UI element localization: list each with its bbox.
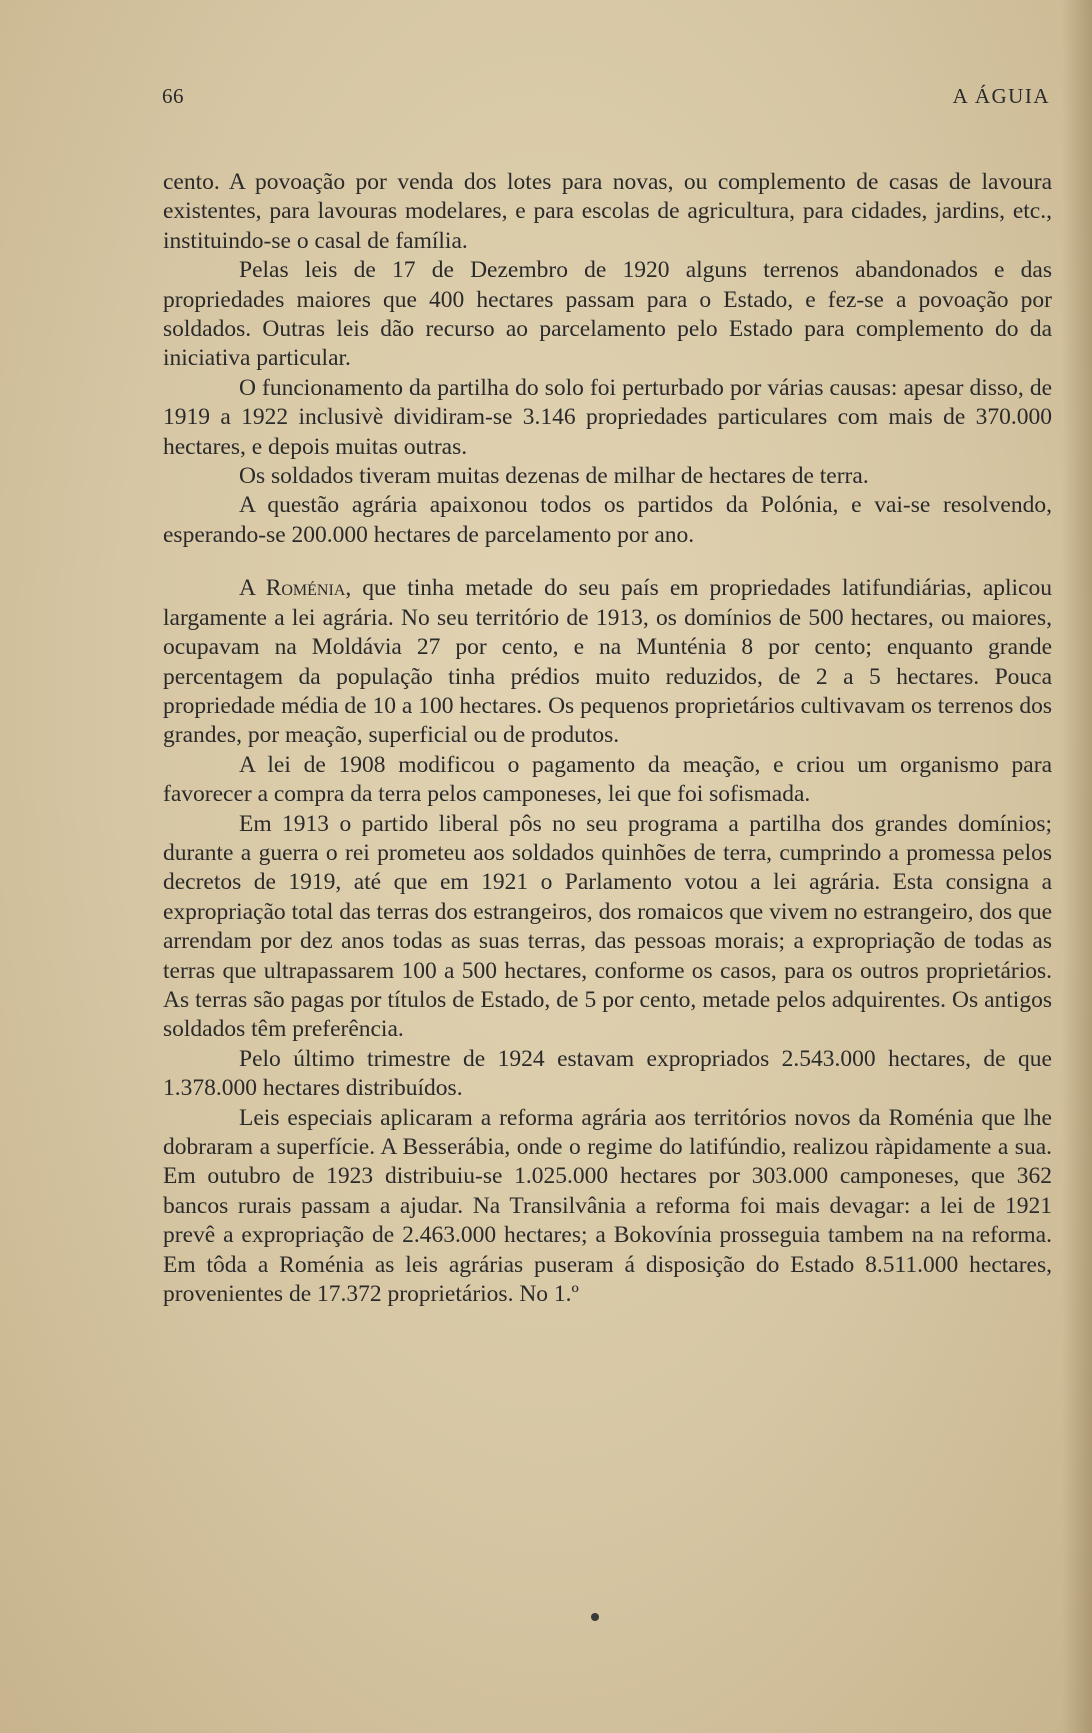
body-text [163, 168, 1052, 1309]
paragraph-8: Em 1913 o partido liberal pôs no seu programa a partilha dos grandes domínios; durante a guerra o rei prometeu aos soldados quinhões de terra, cumprindo a promessa pelos decretos de 1919, até que em 1921 o Parlamento votou a lei agrária. Esta consigna a expropriação total das terras dos estrangeiros, dos romaicos que vivem no estrangeiro, dos que arrendam por dez anos todas as suas terras, das pessoas morais; a expropriação de todas as terras que ultrapassarem 100 a 500 hectares, conforme os casos, para os outros proprietários. As terras são pagas por títulos de Estado, de 5 por cento, metade pelos adquirentes. Os antigos soldados têm preferência. [163, 810, 1052, 1043]
paragraph-1: cento. A povoação por venda dos lotes para novas, ou complemento de casas de lavoura existentes, para lavouras modelares, e para escolas de agricultura, para cidades, jardins, etc., instituindo-se o casal de família. [163, 169, 1052, 254]
paragraph-9: Pelo último trimestre de 1924 estavam expropriados 2.543.000 hectares, de que 1.378.000 hectares distribuídos. [163, 1045, 1052, 1102]
paragraph-romania-lead: A [239, 575, 266, 602]
paragraph-romania-text: , que tinha metade do seu país em propriedades latifundiárias, aplicou largamente a lei agrária. No seu território de 1913, os domínios de 500 hectares, ou maiores, ocupavam na Moldávia 27 por cento, e na Munténia 8 por cento; enquanto grande percentagem da população tinha prédios muito reduzidos, de 2 a 5 hectares. Pouca propriedade média de 10 a 100 hectares. Os pequenos proprietários cultivavam os terrenos dos grandes, por meação, superficial ou de produtos. [163, 575, 1052, 749]
country-name-romania: Roménia [265, 575, 346, 602]
paragraph-2: Pelas leis de 17 de Dezembro de 1920 alguns terrenos abandonados e das propriedades maiores que 400 hectares passam para o Estado, e fez-se a povoação por soldados. Outras leis dão recurso ao parcelamento pelo Estado para complemento do da iniciativa particular. [163, 257, 1052, 372]
paragraph-3: O funcionamento da partilha do solo foi perturbado por várias causas: apesar disso, de 1919 a 1922 inclusivè dividiram-se 3.146 propriedades particulares com mais de 370.000 hectares, e depois muitas outras. [163, 374, 1052, 460]
running-head [162, 84, 1050, 114]
paragraph-4: Os soldados tiveram muitas dezenas de milhar de hectares de terra. [239, 463, 869, 490]
paragraph-10: Leis especiais aplicaram a reforma agrária aos territórios novos da Roménia que lhe dobraram a superfície. A Besserábia, onde o regime do latifúndio, realizou ràpidamente a sua. Em outubro de 1923 distribuiu-se 1.025.000 hectares por 303.000 camponeses, que 362 bancos rurais passam a ajudar. Na Transilvânia a reforma foi mais devagar: a lei de 1921 prevê a expropriação de 2.463.000 hectares; a Bokovínia prosseguia tambem na na reforma. Em tôda a Roménia as leis agrárias puseram á disposição do Estado 8.511.000 hectares, provenientes de 17.372 proprietários. No 1.º [163, 1104, 1052, 1308]
page-number: 66 [162, 84, 184, 108]
paragraph-7: A lei de 1908 modificou o pagamento da meação, e criou um organismo para favorecer a compra da terra pelos camponeses, lei que foi sofismada. [163, 751, 1052, 808]
paragraph-romania [163, 574, 1052, 750]
signature-mark [591, 1613, 599, 1621]
paragraph-5: A questão agrária apaixonou todos os partidos da Polónia, e vai-se resolvendo, esperando-se 200.000 hectares de parcelamento por ano. [163, 492, 1052, 548]
journal-title: A ÁGUIA [952, 84, 1050, 108]
